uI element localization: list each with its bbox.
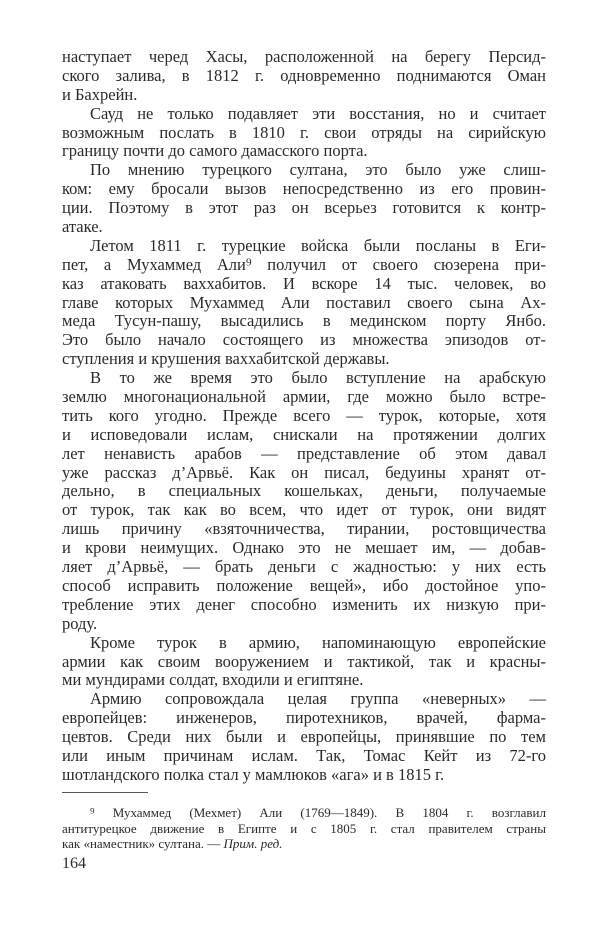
- body-text: [62, 48, 546, 785]
- paragraph-line: уже рассказ д’Арвьё. Как он писал, бедуины хранят от-: [62, 462, 546, 482]
- page-number: 164: [62, 855, 86, 872]
- paragraph-line: европейцев: инженеров, пиротехников, врачей, фарма-: [62, 708, 546, 728]
- paragraph-line: и крови неимущих. Однако это не мешает им, — добав-: [62, 538, 546, 558]
- paragraph-line: Летом 1811 г. турецкие войска были посланы в Еги-: [90, 235, 546, 255]
- paragraph-line: атаке.: [62, 217, 103, 237]
- paragraph-line: способ исправить положение вещей», ибо достойное упо-: [62, 575, 546, 595]
- paragraph-line: ком: ему бросали вызов непосредственно из его провин-: [62, 179, 546, 199]
- paragraph-line: шотландского полка стал у мамлюков «ага» и в 1815 г.: [62, 764, 445, 784]
- paragraph-line: требление этих денег способно изменить их низкую при-: [62, 594, 546, 614]
- paragraph-line: ского залива, в 1812 г. одновременно поднимаются Оман: [62, 65, 546, 85]
- footnote-line: [62, 836, 546, 852]
- paragraph-line: цевтов. Среди них были и европейцы, принявшие по тем: [62, 727, 546, 747]
- paragraph-line: По мнению турецкого султана, это было уже слиш-: [90, 160, 546, 180]
- paragraph-line: В то же время это было вступление на арабскую: [90, 368, 546, 388]
- paragraph-line: ми мундирами солдат, входили и египтяне.: [62, 670, 364, 690]
- paragraph-line: лет ненависть арабов — представление об этом давал: [62, 443, 546, 463]
- paragraph-line: главе которых Мухаммед Али поставил своего сына Ах-: [62, 292, 546, 312]
- paragraph-line: каз атаковать ваххабитов. И вскоре 14 тыс. человек, во: [62, 273, 546, 293]
- paragraph-line: армии как своим вооружением и тактикой, так и красны-: [62, 651, 546, 671]
- paragraph-line: Это было начало состоящего из множества эпизодов от-: [62, 330, 546, 350]
- paragraph-line: ступления и крушения ваххабитской державы.: [62, 349, 390, 369]
- paragraph-line: роду.: [62, 613, 98, 633]
- footnote: [62, 805, 546, 852]
- footnote-divider: [62, 792, 148, 793]
- paragraph-line: ции. Поэтому в этот раз он всерьез готовится к контр-: [62, 198, 546, 218]
- editor-note: Прим. ред.: [223, 836, 283, 851]
- paragraph-line: или иным причинам ислам. Так, Томас Кейт из 72-го: [62, 745, 546, 765]
- paragraph-line: пет, а Мухаммед Али⁹ получил от своего сюзерена при-: [62, 254, 546, 274]
- paragraph-line: возможным послать в 1810 г. свои отряды на сирийскую: [62, 122, 546, 142]
- paragraph-line: землю многонациональной армии, где можно было встре-: [62, 387, 546, 407]
- paragraph-line: границу почти до самого дамасского порта.: [62, 141, 368, 161]
- paragraph-line: от турок, так как во всем, что идет от турок, они видят: [62, 500, 546, 520]
- paragraph-line: Кроме турок в армию, напоминающую европейские: [90, 632, 546, 652]
- paragraph-line: меда Тусун-пашу, высадились в мединском порту Янбо.: [62, 311, 546, 331]
- paragraph-line: Сауд не только подавляет эти восстания, но и считает: [90, 103, 546, 123]
- paragraph-line: тить кого угодно. Прежде всего — турок, которые, хотя: [62, 405, 546, 425]
- footnote-line: ⁹ Мухаммед (Мехмет) Али (1769—1849). В 1804 г. возглавил: [90, 805, 546, 820]
- paragraph-line: дельно, в специальных кошельках, деньги, получаемые: [62, 481, 546, 501]
- footnote-line: антитурецкое движение в Египте и с 1805 г. стал правителем страны: [62, 820, 546, 836]
- paragraph-line: ляет д’Арвьё, — брать деньги с жадностью: у них есть: [62, 557, 546, 577]
- paragraph-line: наступает черед Хасы, расположенной на берегу Персид-: [62, 47, 546, 66]
- paragraph-line: лишь причину «взяточничества, тирании, ростовщичества: [62, 519, 546, 539]
- footnote-text: как «наместник» султана. —: [62, 836, 224, 851]
- paragraph-line: Армию сопровождала целая группа «неверных» —: [90, 689, 546, 709]
- paragraph-line: и Бахрейн.: [62, 84, 138, 104]
- paragraph-line: и исповедовали ислам, снискали на протяжении долгих: [62, 424, 546, 444]
